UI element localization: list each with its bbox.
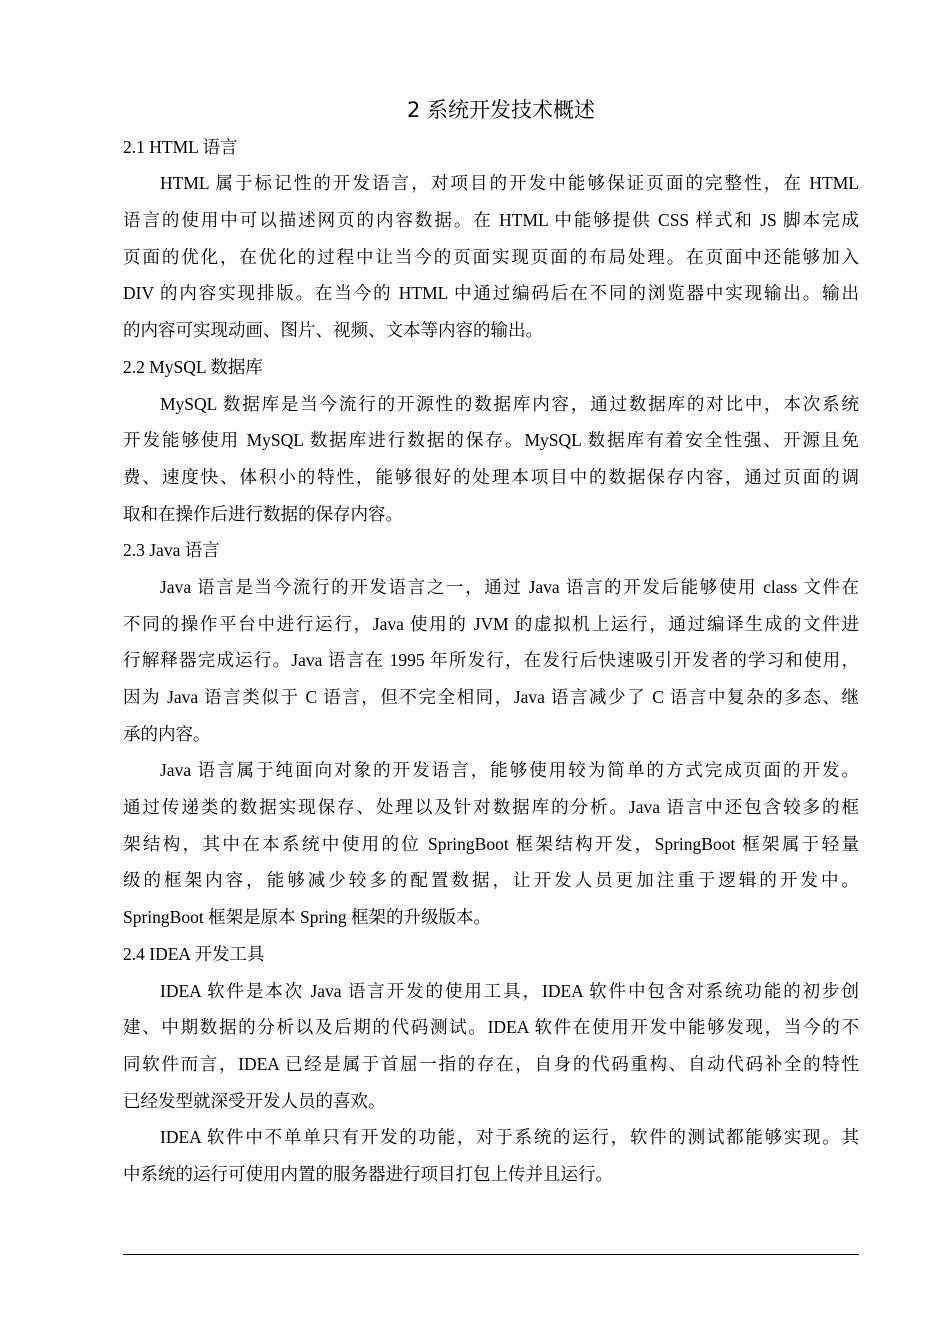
paragraph: [123, 752, 859, 935]
text-line: IDEA 软件中不单单只有开发的功能，对于系统的运行，软件的测试都能够实现。其: [160, 1127, 859, 1148]
text-line: 承的内容。: [123, 723, 211, 744]
document-page: [123, 92, 859, 1193]
text-line: 语言的使用中可以描述网页的内容数据。在 HTML 中能够提供 CSS 样式和 JS 脚本完成: [123, 210, 859, 231]
document-body: [123, 129, 859, 1193]
text-line: 因为 Java 语言类似于 C 语言，但不完全相同，Java 语言减少了 C 语言中复杂的多态、继: [123, 687, 859, 707]
text-line: 中系统的运行可使用内置的服务器进行项目打包上传并且运行。: [123, 1163, 613, 1184]
section: [123, 936, 859, 1193]
text-line: 级的框架内容，能够减少较多的配置数据，让开发人员更加注重于逻辑的开发中。: [123, 870, 859, 891]
chapter-title: 2 系统开发技术概述: [406, 98, 596, 122]
section: [123, 129, 859, 349]
text-line: 开发能够使用 MySQL 数据库进行数据的保存。MySQL 数据库有着安全性强、开源且免: [123, 430, 859, 451]
text-line: Java 语言属于纯面向对象的开发语言，能够使用较为简单的方式完成页面的开发。: [160, 760, 859, 781]
paragraph: [123, 973, 859, 1120]
text-line: 不同的操作平台中进行运行，Java 使用的 JVM 的虚拟机上运行，通过编译生成的文件进: [123, 613, 859, 634]
text-line: 同软件而言，IDEA 已经是属于首屈一指的存在，自身的代码重构、自动代码补全的特性: [123, 1053, 859, 1074]
text-line: HTML 属于标记性的开发语言，对项目的开发中能够保证页面的完整性，在 HTML: [160, 173, 859, 194]
section-heading: 2.1 HTML 语言: [123, 136, 238, 157]
section: [123, 532, 859, 936]
text-line: 建、中期数据的分析以及后期的代码测试。IDEA 软件在使用开发中能够发现，当今的不: [123, 1017, 859, 1038]
section-heading: 2.4 IDEA 开发工具: [123, 943, 265, 964]
paragraph: [123, 1119, 859, 1192]
text-line: 页面的优化，在优化的过程中让当今的页面实现页面的布局处理。在页面中还能够加入: [123, 246, 859, 267]
footer-divider: [123, 1254, 859, 1255]
section-heading: 2.2 MySQL 数据库: [123, 356, 263, 377]
text-line: 取和在操作后进行数据的保存内容。: [123, 503, 403, 524]
text-line: 费、速度快、体积小的特性，能够很好的处理本项目中的数据保存内容，通过页面的调: [123, 466, 859, 487]
text-line: 已经发型就深受开发人员的喜欢。: [123, 1090, 386, 1111]
text-line: 行解释器完成运行。Java 语言在 1995 年所发行，在发行后快速吸引开发者的学习和使用，: [123, 650, 859, 671]
text-line: 架结构，其中在本系统中使用的位 SpringBoot 框架结构开发，SpringBoot 框架属于轻量: [123, 833, 859, 854]
paragraph: [123, 165, 859, 348]
paragraph: [123, 386, 859, 533]
text-line: Java 语言是当今流行的开发语言之一，通过 Java 语言的开发后能够使用 class 文件在: [160, 576, 859, 597]
section-heading: 2.3 Java 语言: [123, 540, 220, 561]
text-line: IDEA 软件是本次 Java 语言开发的使用工具，IDEA 软件中包含对系统功能的初步创: [160, 980, 859, 1001]
text-line: SpringBoot 框架是原本 Spring 框架的升级版本。: [123, 907, 492, 928]
text-line: DIV 的内容实现排版。在当今的 HTML 中通过编码后在不同的浏览器中实现输出。输出: [123, 283, 859, 304]
text-line: 的内容可实现动画、图片、视频、文本等内容的输出。: [123, 320, 543, 341]
section: [123, 349, 859, 532]
paragraph: [123, 569, 859, 752]
text-line: MySQL 数据库是当今流行的开源性的数据库内容，通过数据库的对比中，本次系统: [160, 393, 859, 414]
text-line: 通过传递类的数据实现保存、处理以及针对数据库的分析。Java 语言中还包含较多的框: [123, 797, 859, 818]
